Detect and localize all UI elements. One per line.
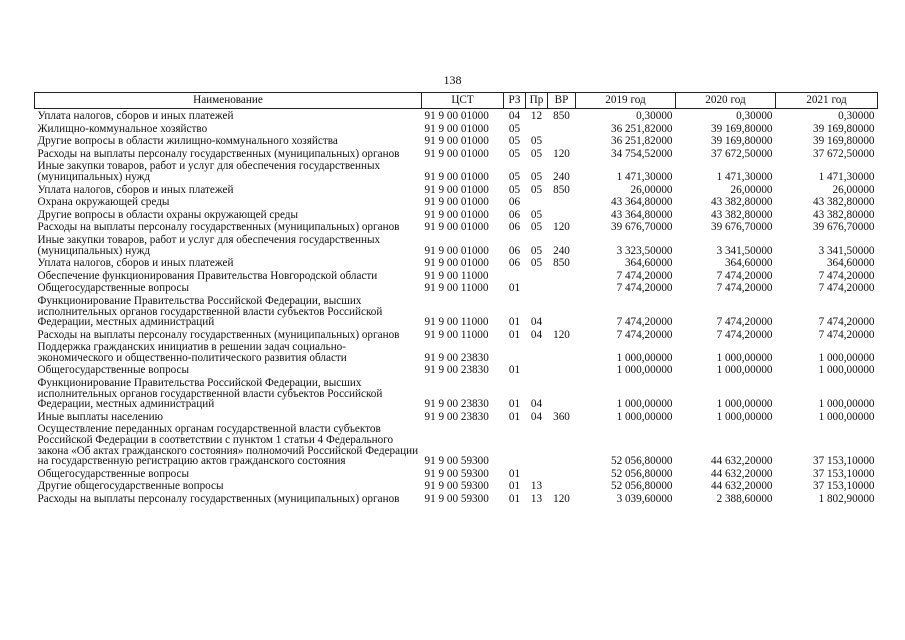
value-2020-cell: 1 000,00000 — [716, 398, 773, 411]
value-2020-cell: 37 672,50000 — [710, 147, 773, 160]
rz-cell: 05 — [508, 147, 521, 160]
value-2020-cell: 0,30000 — [736, 110, 773, 122]
pr-cell — [526, 340, 548, 363]
pr-cell: 04 — [530, 398, 543, 411]
value-2019-cell: 1 000,00000 — [616, 364, 673, 377]
pr-cell: 05 — [530, 221, 543, 234]
name-cell: Уплата налогов, сборов и иных платежей — [37, 110, 234, 122]
rz-cell: 05 — [508, 122, 521, 135]
vr-cell: 120 — [553, 493, 570, 505]
rz-cell: 05 — [508, 170, 521, 183]
value-2019-cell: 43 364,80000 — [610, 196, 673, 209]
pr-cell: 04 — [530, 410, 543, 423]
vr-cell — [548, 422, 576, 466]
rz-cell: 06 — [508, 221, 521, 234]
value-2019-cell: 1 000,00000 — [616, 398, 673, 411]
name-cell: Общегосударственные вопросы — [37, 282, 190, 295]
table-row — [35, 479, 878, 492]
value-2020-cell: 364,60000 — [724, 257, 773, 270]
pr-cell: 04 — [530, 328, 543, 341]
pr-cell — [526, 122, 548, 135]
rz-cell: 01 — [508, 316, 521, 329]
table-row — [35, 147, 878, 160]
vr-cell — [548, 363, 576, 376]
value-2021-cell: 37 672,50000 — [812, 147, 875, 160]
name-cell: Уплата налогов, сборов и иных платежей — [37, 257, 234, 270]
value-2019-cell: 7 474,20000 — [616, 269, 673, 282]
value-2021-cell: 1 000,00000 — [818, 410, 875, 423]
header-pr: Пр — [526, 93, 548, 109]
value-2019-cell: 7 474,20000 — [616, 316, 673, 329]
table-row — [35, 269, 878, 282]
table-row — [35, 328, 878, 341]
rz-cell: 01 — [508, 364, 521, 377]
value-2019-cell: 36 251,82000 — [610, 135, 673, 148]
name-cell: Иные выплаты населению — [37, 410, 163, 423]
value-2019-cell: 0,30000 — [636, 110, 673, 122]
pr-cell: 05 — [530, 147, 543, 160]
header-2020: 2020 год — [676, 93, 776, 109]
value-2020-cell: 1 000,00000 — [716, 351, 773, 364]
value-2021-cell: 39 169,80000 — [812, 135, 875, 148]
table-row — [35, 195, 878, 208]
cst-cell: 91 9 00 01000 — [424, 257, 489, 270]
name-cell: Расходы на выплаты персоналу государственных (муниципальных) органов — [37, 147, 400, 160]
table-row — [35, 281, 878, 294]
value-2020-cell: 7 474,20000 — [716, 328, 773, 341]
value-2019-cell: 7 474,20000 — [616, 282, 673, 295]
rz-cell: 05 — [508, 135, 521, 148]
value-2021-cell: 7 474,20000 — [818, 316, 875, 329]
value-2021-cell: 1 000,00000 — [818, 364, 875, 377]
page-number: 138 — [443, 73, 462, 87]
table-row — [35, 134, 878, 147]
value-2019-cell: 3 323,50000 — [616, 244, 673, 257]
table-row — [35, 233, 878, 256]
rz-cell: 01 — [508, 410, 521, 423]
rz-cell — [504, 269, 526, 282]
cst-cell: 91 9 00 23830 — [424, 410, 489, 423]
value-2019-cell: 34 754,52000 — [610, 147, 673, 160]
table-row — [35, 183, 878, 196]
rz-cell: 01 — [508, 493, 521, 505]
value-2019-cell: 1 000,00000 — [616, 410, 673, 423]
name-cell: Общегосударственные вопросы — [37, 364, 190, 377]
table-row — [35, 422, 878, 466]
rz-cell: 05 — [508, 183, 521, 196]
cst-cell: 91 9 00 11000 — [424, 282, 489, 295]
rz-cell — [504, 422, 526, 466]
name-cell: Охрана окружающей среды — [37, 196, 170, 209]
value-2021-cell: 7 474,20000 — [818, 328, 875, 341]
name-cell: Обеспечение функционирования Правительства Новгородской области — [37, 269, 378, 282]
pr-cell: 05 — [530, 244, 543, 257]
vr-cell: 850 — [553, 183, 570, 196]
cst-cell: 91 9 00 01000 — [424, 196, 489, 209]
name-cell: Другие вопросы в области охраны окружающей среды — [37, 208, 299, 221]
pr-cell: 13 — [530, 480, 543, 493]
value-2019-cell: 364,60000 — [624, 257, 673, 270]
value-2021-cell: 1 802,90000 — [818, 493, 875, 505]
budget-table — [34, 92, 878, 505]
rz-cell: 01 — [508, 282, 521, 295]
vr-cell: 240 — [553, 170, 570, 183]
value-2021-cell: 37 153,10000 — [812, 467, 875, 480]
header-vr: ВР — [548, 93, 576, 109]
pr-cell — [526, 422, 548, 466]
cst-cell: 91 9 00 11000 — [424, 269, 489, 282]
cst-cell: 91 9 00 23830 — [424, 398, 489, 411]
header-2021: 2021 год — [776, 93, 878, 109]
rz-cell: 01 — [508, 328, 521, 341]
rz-cell: 06 — [508, 244, 521, 257]
pr-cell — [526, 363, 548, 376]
table-row — [35, 340, 878, 363]
name-cell: Расходы на выплаты персоналу государственных (муниципальных) органов — [37, 493, 400, 505]
table-row — [35, 410, 878, 423]
pr-cell: 13 — [530, 493, 543, 505]
table-row — [35, 492, 878, 505]
cst-cell: 91 9 00 01000 — [424, 183, 489, 196]
value-2021-cell: 3 341,50000 — [818, 244, 875, 257]
vr-cell — [548, 134, 576, 147]
rz-cell: 06 — [508, 208, 521, 221]
vr-cell — [548, 340, 576, 363]
value-2021-cell: 364,60000 — [826, 257, 875, 270]
value-2021-cell: 0,30000 — [838, 110, 875, 122]
table-row — [35, 363, 878, 376]
cst-cell: 91 9 00 59300 — [424, 467, 489, 480]
value-2019-cell: 7 474,20000 — [616, 328, 673, 341]
pr-cell — [526, 195, 548, 208]
vr-cell: 240 — [553, 244, 570, 257]
value-2021-cell: 37 153,10000 — [812, 480, 875, 493]
cst-cell: 91 9 00 59300 — [424, 493, 489, 505]
value-2019-cell: 36 251,82000 — [610, 122, 673, 135]
value-2021-cell: 7 474,20000 — [818, 282, 875, 295]
name-cell: Расходы на выплаты персоналу государственных (муниципальных) органов — [37, 328, 400, 341]
value-2020-cell: 39 169,80000 — [710, 122, 773, 135]
value-2019-cell: 52 056,80000 — [610, 467, 673, 480]
pr-cell: 05 — [530, 170, 543, 183]
vr-cell — [548, 269, 576, 282]
value-2019-cell: 1 000,00000 — [616, 351, 673, 364]
pr-cell — [526, 269, 548, 282]
vr-cell — [548, 467, 576, 480]
value-2020-cell: 26,00000 — [730, 183, 773, 196]
name-cell: Функционирование Правительства Российской Федерации, высших исполнительных органов государственной власти субъектов Российской Федерации, местных администраций — [37, 294, 383, 329]
table-row — [35, 294, 878, 328]
cst-cell: 91 9 00 01000 — [424, 244, 489, 257]
table-row — [35, 220, 878, 233]
value-2021-cell: 37 153,10000 — [812, 455, 875, 468]
pr-cell — [526, 281, 548, 294]
rz-cell: 06 — [508, 257, 521, 270]
name-cell: Иные закупки товаров, работ и услуг для обеспечения государственных (муниципальных) нужд — [37, 233, 381, 257]
table-row — [35, 122, 878, 135]
value-2020-cell: 1 000,00000 — [716, 364, 773, 377]
value-2021-cell: 39 676,70000 — [812, 221, 875, 234]
rz-cell: 04 — [508, 110, 521, 122]
rz-cell: 01 — [508, 480, 521, 493]
table-body — [35, 109, 878, 505]
cst-cell: 91 9 00 59300 — [424, 480, 489, 493]
header-2019: 2019 год — [576, 93, 676, 109]
value-2020-cell: 7 474,20000 — [716, 316, 773, 329]
value-2020-cell: 44 632,20000 — [710, 455, 773, 468]
pr-cell: 04 — [530, 316, 543, 329]
value-2021-cell: 26,00000 — [832, 183, 875, 196]
value-2019-cell: 39 676,70000 — [610, 221, 673, 234]
value-2020-cell: 1 000,00000 — [716, 410, 773, 423]
table-row — [35, 208, 878, 221]
pr-cell — [526, 467, 548, 480]
vr-cell: 120 — [553, 328, 570, 341]
cst-cell: 91 9 00 01000 — [424, 147, 489, 160]
table-row — [35, 467, 878, 480]
value-2021-cell: 43 382,80000 — [812, 208, 875, 221]
name-cell: Жилищно-коммунальное хозяйство — [37, 122, 208, 135]
vr-cell — [548, 122, 576, 135]
vr-cell: 850 — [553, 110, 570, 122]
vr-cell — [548, 281, 576, 294]
cst-cell: 91 9 00 01000 — [424, 170, 489, 183]
value-2019-cell: 26,00000 — [630, 183, 673, 196]
value-2019-cell: 3 039,60000 — [616, 493, 673, 505]
rz-cell — [504, 340, 526, 363]
name-cell: Другие общегосударственные вопросы — [37, 480, 224, 493]
cst-cell: 91 9 00 59300 — [424, 455, 489, 468]
vr-cell: 360 — [553, 410, 570, 423]
vr-cell — [548, 195, 576, 208]
name-cell: Уплата налогов, сборов и иных платежей — [37, 183, 234, 196]
vr-cell — [548, 294, 576, 328]
value-2020-cell: 1 471,30000 — [716, 170, 773, 183]
pr-cell: 05 — [530, 257, 543, 270]
vr-cell: 120 — [553, 221, 570, 234]
name-cell: Функционирование Правительства Российской Федерации, высших исполнительных органов государственной власти субъектов Российской Федерации, местных администраций — [37, 377, 383, 411]
value-2020-cell: 3 341,50000 — [716, 244, 773, 257]
cst-cell: 91 9 00 01000 — [424, 110, 489, 122]
value-2021-cell: 39 169,80000 — [812, 122, 875, 135]
table-header-row — [35, 93, 878, 109]
cst-cell: 91 9 00 01000 — [424, 208, 489, 221]
value-2020-cell: 43 382,80000 — [710, 196, 773, 209]
name-cell: Другие вопросы в области жилищно-коммунального хозяйства — [37, 135, 338, 148]
cst-cell: 91 9 00 01000 — [424, 135, 489, 148]
value-2020-cell: 7 474,20000 — [716, 282, 773, 295]
value-2020-cell: 39 169,80000 — [710, 135, 773, 148]
value-2020-cell: 2 388,60000 — [716, 493, 773, 505]
vr-cell — [548, 208, 576, 221]
header-cst: ЦСТ — [422, 93, 504, 109]
name-cell: Осуществление переданных органам государственной власти субъектов Российской Федерации в соответствии с пунктом 1 статьи 4 Федерального закона «Об актах гражданского состояния» полномочий Российской Федерации на государственную регистрацию актов гражданского состояния — [37, 423, 419, 468]
value-2019-cell: 52 056,80000 — [610, 480, 673, 493]
cst-cell: 91 9 00 11000 — [424, 328, 489, 341]
cst-cell: 91 9 00 01000 — [424, 221, 489, 234]
vr-cell: 120 — [553, 147, 570, 160]
value-2019-cell: 43 364,80000 — [610, 208, 673, 221]
table-row — [35, 376, 878, 410]
rz-cell: 01 — [508, 398, 521, 411]
header-name: Наименование — [35, 93, 422, 109]
value-2021-cell: 7 474,20000 — [818, 269, 875, 282]
vr-cell — [548, 376, 576, 410]
cst-cell: 91 9 00 23830 — [424, 364, 489, 377]
rz-cell: 01 — [508, 467, 521, 480]
value-2020-cell: 44 632,20000 — [710, 480, 773, 493]
cst-cell: 91 9 00 01000 — [424, 122, 489, 135]
cst-cell: 91 9 00 23830 — [424, 351, 489, 364]
name-cell: Общегосударственные вопросы — [37, 467, 190, 480]
cst-cell: 91 9 00 11000 — [424, 316, 489, 329]
header-rz: РЗ — [504, 93, 526, 109]
name-cell: Расходы на выплаты персоналу государственных (муниципальных) органов — [37, 221, 400, 234]
name-cell: Поддержка гражданских инициатив в решении задач социально-экономического и общественно-политического развития области — [37, 341, 347, 364]
rz-cell: 06 — [508, 196, 521, 209]
vr-cell: 850 — [553, 257, 570, 270]
value-2021-cell: 1 000,00000 — [818, 398, 875, 411]
pr-cell: 05 — [530, 208, 543, 221]
pr-cell: 05 — [530, 135, 543, 148]
table-row — [35, 159, 878, 182]
value-2021-cell: 1 000,00000 — [818, 351, 875, 364]
value-2020-cell: 7 474,20000 — [716, 269, 773, 282]
value-2020-cell: 43 382,80000 — [710, 208, 773, 221]
name-cell: Иные закупки товаров, работ и услуг для обеспечения государственных (муниципальных) нужд — [37, 160, 381, 183]
vr-cell — [548, 479, 576, 492]
value-2021-cell: 1 471,30000 — [818, 170, 875, 183]
table-row — [35, 109, 878, 122]
value-2020-cell: 39 676,70000 — [710, 221, 773, 234]
value-2019-cell: 1 471,30000 — [616, 170, 673, 183]
value-2021-cell: 43 382,80000 — [812, 196, 875, 209]
pr-cell: 12 — [530, 110, 543, 122]
pr-cell: 05 — [530, 183, 543, 196]
value-2020-cell: 44 632,20000 — [710, 467, 773, 480]
value-2019-cell: 52 056,80000 — [610, 455, 673, 468]
table-row — [35, 256, 878, 269]
